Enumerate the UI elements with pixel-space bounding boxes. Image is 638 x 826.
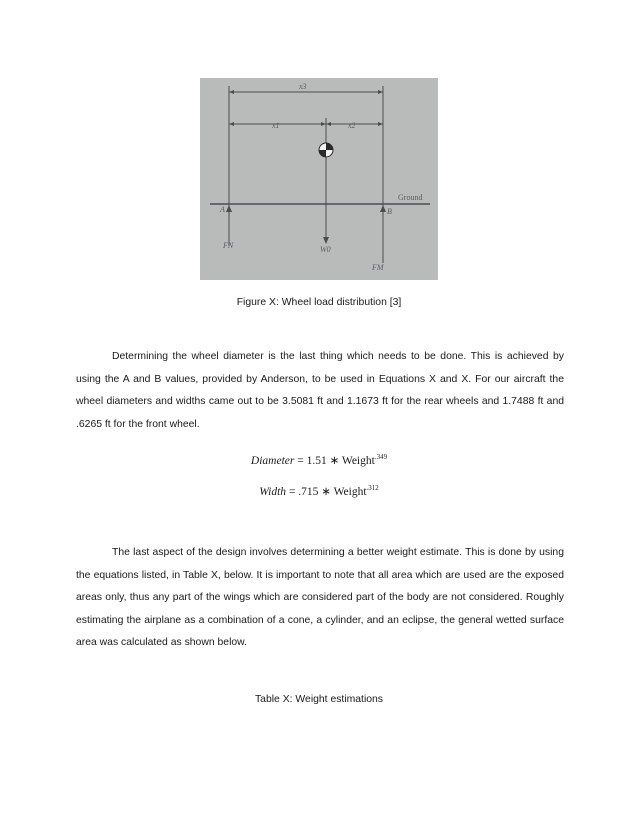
x3-label: x3 <box>299 82 307 91</box>
ground-label: Ground <box>398 193 423 202</box>
fm-label: FM <box>372 263 384 272</box>
center-of-gravity-icon <box>319 143 333 157</box>
figure-caption: Figure X: Wheel load distribution [3] <box>236 297 402 308</box>
width-equation: Width = .715 ∗ Weight$^{.312}$ <box>259 484 379 498</box>
fn-label: FN <box>223 241 234 250</box>
table-caption: Table X: Weight estimations <box>254 694 384 705</box>
wheel-load-figure <box>200 78 438 280</box>
paragraph-wheel-diameter: Determining the wheel diameter is the last thing which needs to be done. This is achieved by using the A and B values, provided by Anderson, to be used in Equations X and X. For our aircraft the wheel diameters and widths came out to be 3.5081 ft and 1.1673 ft for the rear wheels and 1.7488 ft and .6265 ft for the front wheel. <box>76 351 564 430</box>
w0-label: W0 <box>320 245 331 254</box>
point-b-label: B <box>387 207 392 216</box>
wheel-load-diagram <box>200 78 438 280</box>
diameter-equation: Diameter = 1.51 ∗ Weight$^{.349}$ <box>250 453 388 467</box>
point-a-label: A <box>220 205 225 214</box>
x1-label: x1 <box>272 121 280 130</box>
paragraph-weight-estimate: The last aspect of the design involves determining a better weight estimate. This is done by using the equations listed, in Table X, below. It is important to note that all area which are used are the exposed areas only, thus any part of the wings which are considered part of the body are not considered. Roughly estimating the airplane as a combination of a cone, a cylinder, and an eclipse, the general wetted surface area was calculated as shown below. <box>76 547 564 648</box>
x2-label: x2 <box>348 121 356 130</box>
